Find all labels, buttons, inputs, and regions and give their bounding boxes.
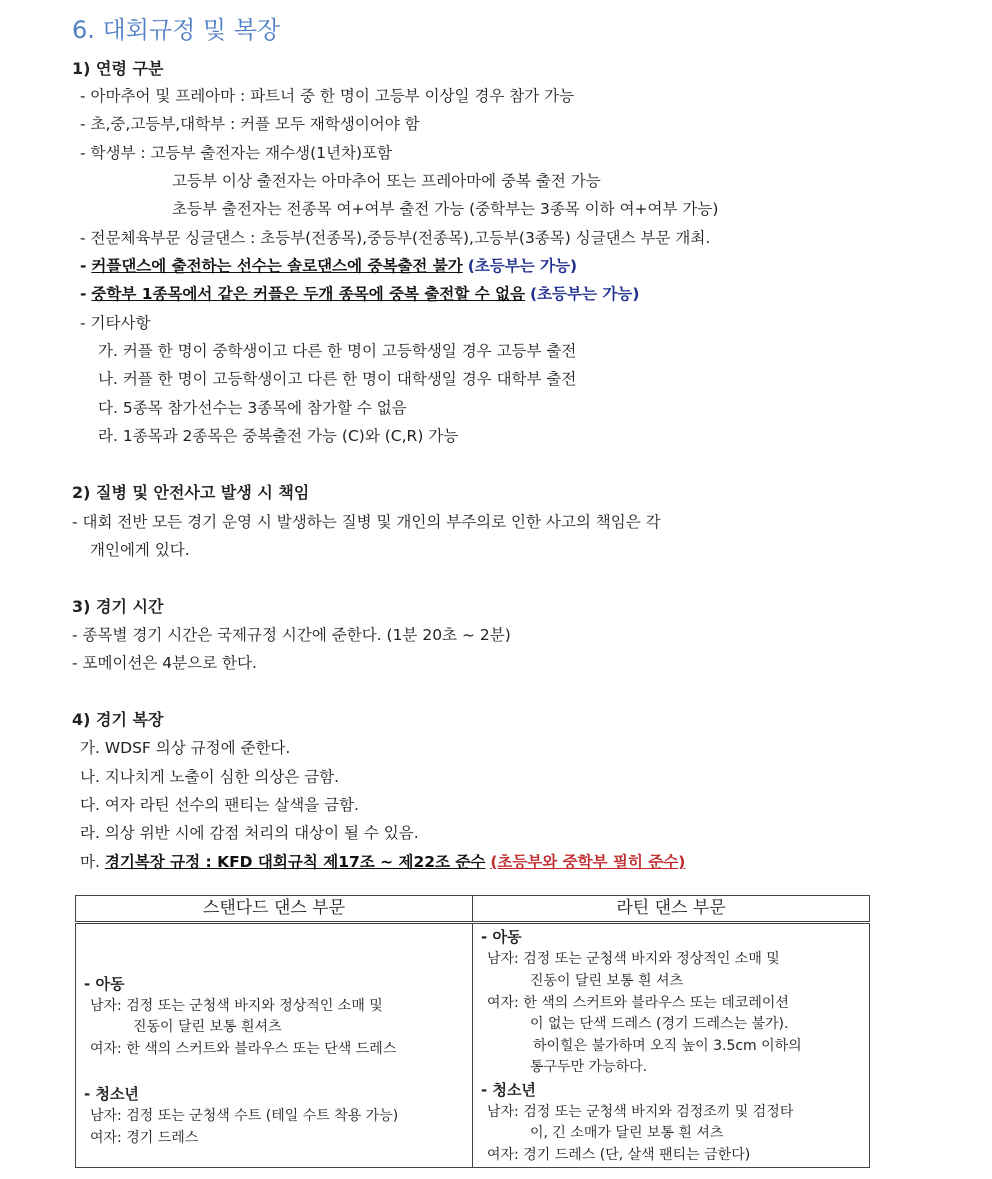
rule-line: - 아마추어 및 프레아마 : 파트너 중 한 명이 고등부 이상일 경우 참가 가능: [80, 87, 575, 105]
dash: -: [80, 257, 87, 275]
cell-standard: [76, 923, 473, 1168]
attire-item: 나. 지나치게 노출이 심한 의상은 금함.: [80, 768, 340, 786]
etc-item: 나. 커플 한 명이 고등학생이고 다른 한 명이 대학생일 경우 대학부 출전: [98, 370, 577, 388]
section-heading-time: 3) 경기 시간: [72, 597, 164, 616]
etc-item: 가. 커플 한 명이 중학생이고 다른 한 명이 고등학생일 경우 고등부 출전: [98, 342, 577, 360]
cell-line: 남자: 검정 또는 군청색 수트 (테일 수트 착용 가능): [90, 1108, 399, 1124]
attire-item: 다. 여자 라틴 선수의 팬티는 살색을 금함.: [80, 796, 359, 814]
bold-rule: 중학부 1종목에서 같은 커플은 두개 종목에 중복 출전할 수 없음: [91, 285, 526, 303]
attire-item: 라. 의상 위반 시에 감점 처리의 대상이 될 수 있음.: [80, 824, 419, 842]
rule-line: - 학생부 : 고등부 출전자는 재수생(1년차)포함: [80, 144, 392, 162]
rule-line: - 전문체육부문 싱글댄스 : 초등부(전종목),중등부(전종목),고등부(3종목) 싱글댄스 부문 개최.: [80, 229, 711, 247]
rule-line: - 대회 전반 모든 경기 운영 시 발생하는 질병 및 개인의 부주의로 인한 사고의 책임은 각: [72, 513, 661, 531]
cell-line: 남자: 검정 또는 군청색 바지와 정상적인 소매 및: [90, 998, 383, 1014]
attire-item: 가. WDSF 의상 규정에 준한다.: [80, 739, 291, 757]
category-child: - 아동: [481, 928, 522, 946]
cell-line: 남자: 검정 또는 군청색 바지와 검정조끼 및 검정타: [487, 1104, 794, 1120]
note-blue: (초등부는 가능): [467, 257, 578, 275]
rule-line: 개인에게 있다.: [90, 541, 190, 559]
cell-line: 여자: 한 색의 스커트와 블라우스 또는 데코레이션: [487, 995, 789, 1011]
dress-code-table: [75, 895, 870, 1168]
rule-line: - 종목별 경기 시간은 국제규정 시간에 준한다. (1분 20초 ~ 2분): [72, 626, 511, 644]
rule-line: - 초,중,고등부,대학부 : 커플 모두 재학생이어야 함: [80, 115, 420, 133]
rule-line: 초등부 출전자는 전종목 여+여부 출전 가능 (중학부는 3종목 이하 여+여부 가능): [172, 200, 719, 218]
note-red: (초등부와 중학부 필히 준수): [490, 853, 686, 871]
cell-line: 진동이 달린 보통 흰셔츠: [133, 1019, 282, 1035]
dash: -: [80, 285, 87, 303]
item-prefix: 마.: [80, 853, 100, 871]
section-heading-attire: 4) 경기 복장: [72, 710, 164, 729]
cell-line: 이, 긴 소매가 달린 보통 흰 셔츠: [530, 1125, 724, 1141]
etc-item: 다. 5종목 참가선수는 3종목에 참가할 수 없음: [98, 399, 407, 417]
section-heading-age: 1) 연령 구분: [72, 59, 164, 78]
etc-item: 라. 1종목과 2종목은 중복출전 가능 (C)와 (C,R) 가능: [98, 427, 459, 445]
bold-rule: 커플댄스에 출전하는 선수는 솔로댄스에 중복출전 불가: [91, 257, 463, 275]
attire-item-bold: [80, 852, 685, 872]
section-heading-responsibility: 2) 질병 및 안전사고 발생 시 책임: [72, 483, 310, 502]
col-header-standard: 스탠다드 댄스 부문: [76, 896, 473, 923]
note-blue: (초등부는 가능): [530, 285, 640, 303]
cell-line: 여자: 경기 드레스 (단, 살색 팬티는 금한다): [487, 1147, 751, 1163]
cell-line: 여자: 경기 드레스: [90, 1130, 199, 1146]
cell-line: 통구두만 가능하다.: [530, 1059, 648, 1075]
bold-rule: 경기복장 규정 : KFD 대회규칙 제17조 ~ 제22조 준수: [104, 853, 486, 871]
category-youth: - 청소년: [481, 1081, 536, 1099]
category-youth: - 청소년: [84, 1085, 139, 1103]
page-title: 6. 대회규정 및 복장: [72, 16, 281, 44]
cell-line: 여자: 한 색의 스커트와 블라우스 또는 단색 드레스: [90, 1041, 397, 1057]
cell-latin: [473, 923, 870, 1168]
rule-line: 고등부 이상 출전자는 아마추어 또는 프레아마에 중복 출전 가능: [172, 172, 601, 190]
cell-line: 이 없는 단색 드레스 (경기 드레스는 불가).: [530, 1016, 789, 1032]
rule-line-bold: [80, 284, 639, 304]
col-header-latin: 라틴 댄스 부문: [473, 896, 870, 923]
cell-line: 하이힐은 불가하며 오직 높이 3.5cm 이하의: [533, 1038, 802, 1054]
cell-line: 진동이 달린 보통 흰 셔츠: [530, 973, 684, 989]
category-child: - 아동: [84, 975, 125, 993]
rule-line: - 포메이션은 4분으로 한다.: [72, 654, 257, 672]
cell-line: 남자: 검정 또는 군청색 바지와 정상적인 소매 및: [487, 951, 780, 967]
rule-line: - 기타사항: [80, 314, 151, 332]
rule-line-bold: [80, 256, 577, 276]
